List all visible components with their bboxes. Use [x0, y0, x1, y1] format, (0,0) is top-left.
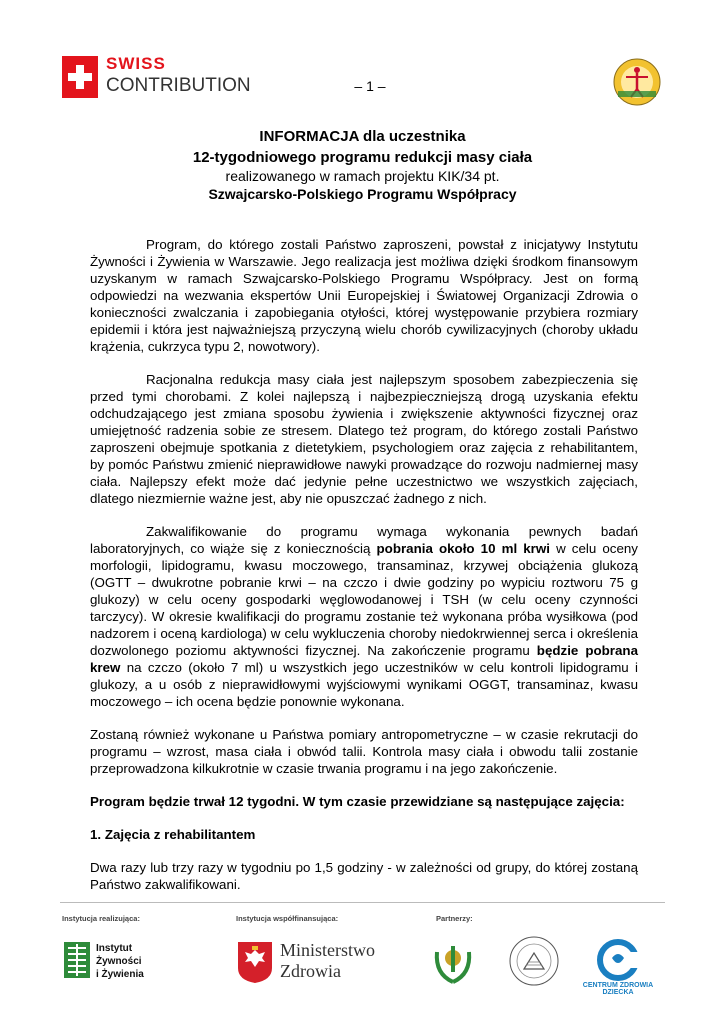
- document-subtitle: 12-tygodniowego programu redukcji masy ciała: [192, 149, 533, 166]
- czd-name: CENTRUM ZDROWIA DZIECKA: [582, 982, 654, 996]
- izz-logo: [62, 940, 152, 984]
- footer-label-cofinancing: Instytucja współfinansująca:: [236, 914, 339, 923]
- logo-word-swiss: SWISS: [106, 54, 166, 73]
- document-subtitle-project: realizowanego w ramach projektu KIK/34 pt.: [225, 168, 500, 184]
- document-body: [90, 236, 638, 893]
- paragraph-intro: Program, do którego zostali Państwo zaproszeni, powstał z inicjatywy Instytutu Żywności i Żywienia w Warszawie. Jego realizacja jest możliwa dzięki środkom finansowym uzyskanym w ramach Szwajcarsko-Polskiego Programu Współpracy. Jest on formą odpowiedzi na wezwania ekspertów Unii Europejskiej i Światowej Organizacji Zdrowia o konieczności zwalczania i zapobiegania otyłości, której występowanie przybiera rozmiary epidemii i która jest najważniejszą przyczyną wielu chorób cywilizacyjnych (choroby układu krążenia, cukrzyca typu 2, nowotwory).: [90, 237, 638, 354]
- czd-emblem-icon: [568, 938, 668, 982]
- document-subtitle-programme: Szwajcarsko-Polskiego Programu Współpracy: [208, 186, 517, 202]
- blood-draw-emphasis: pobrania około 10 ml krwi: [376, 541, 550, 556]
- swiss-contribution-logo: [62, 56, 252, 100]
- partner-society-seal-icon: [508, 935, 560, 987]
- footer-label-partners: Partnerzy:: [436, 914, 473, 923]
- paragraph-rehabilitation: Dwa razy lub trzy razy w tygodniu po 1,5 godziny - w zależności od grupy, do której zostaną Państwo zakwalifikowani.: [90, 860, 638, 892]
- izz-emblem-icon: [62, 940, 92, 980]
- page-number: – 1 –: [354, 78, 386, 94]
- partner-wreath-logo-icon: [432, 938, 474, 986]
- footer-divider: [60, 902, 665, 903]
- logo-word-contribution: CONTRIBUTION: [106, 75, 251, 96]
- swiss-flag-icon: [62, 56, 98, 98]
- centrum-zdrowia-dziecka-logo: [568, 938, 668, 994]
- izz-name: Instytut Żywności i Żywienia: [96, 943, 144, 980]
- ministry-name: Ministerstwo Zdrowia: [280, 940, 376, 981]
- rehabilitation-logo-icon: [612, 57, 662, 107]
- ministry-of-health-logo: [236, 940, 376, 984]
- document-title: INFORMACJA dla uczestnika: [259, 128, 466, 145]
- paragraph-weight-reduction: Racjonalna redukcja masy ciała jest najlepszym sposobem zabezpieczenia się przed tymi chorobami. Z kolei najlepszą i najbezpieczniejszą drogą uzyskania efektu odchudzającego jest zmiana sposobu żywienia i zwiększenie aktywności fizycznej oraz umiejętność radzenia sobie ze stresem. Dlatego też program, do którego zostali Państwo zaproszeni obejmuje spotkania z dietetykiem, psychologiem oraz zajęcia z rehabilitantem, by pomóc Państwu zmienić nieprawidłowe nawyki prowadzące do rozwoju nadmiernej masy ciała. Najlepszy efekt może dać jedynie pełne uczestnictwo we wszystkich zajęciach, dlatego niezmiernie ważne jest, aby nie opuszczać żadnego z nich.: [90, 372, 638, 506]
- section-heading-rehabilitation: 1. Zajęcia z rehabilitantem: [90, 827, 256, 842]
- footer-label-implementing: Instytucja realizująca:: [62, 914, 140, 923]
- final-blood-draw-emphasis: będzie pobrana krew: [90, 643, 638, 675]
- paragraph-qualification: Zakwalifikowanie do programu wymaga wykonania pewnych badań laboratoryjnych, co wiąże się z koniecznością pobrania około 10 ml krwi w celu oceny morfologii, lipidogramu, kwasu moczowego, transaminaz, krzywej obciążenia glukozą (OGTT – dwukrotne pobranie krwi – na czczo i dwie godziny po wypiciu roztworu 75 g glukozy) w celu oceny gospodarki węglowodanowej i TSH (w celu oceny czynności tarczycy). W okresie kwalifikacji do programu zostanie też wykonana próba wysiłkowa (pod nadzorem i oceną kardiologa) w celu wykluczenia choroby niedokrwiennej serca i określenia dozwolonego poziomu aktywności fizycznej. Na zakończenie programu będzie pobrana krew na czczo (około 7 ml) u wszystkich jego uczestników w celu kontroli lipidogramu i glukozy, a u osób z nieprawidłowymi wyjściowymi wynikami OGGT, transaminaz, kwasu moczowego – ich ocena będzie ponownie wykonana.: [90, 524, 638, 709]
- polish-eagle-emblem-icon: [236, 940, 274, 984]
- paragraph-anthropometry: Zostaną również wykonane u Państwa pomiary antropometryczne – w czasie rekrutacji do programu – wzrost, masa ciała i obwód talii. Kontrola masy ciała i obwodu talii zostanie przeprowadzona kilkukrotnie w czasie trwania programu i na jego zakończenie.: [90, 727, 638, 776]
- paragraph-program-duration: Program będzie trwał 12 tygodni. W tym czasie przewidziane są następujące zajęcia:: [90, 794, 625, 809]
